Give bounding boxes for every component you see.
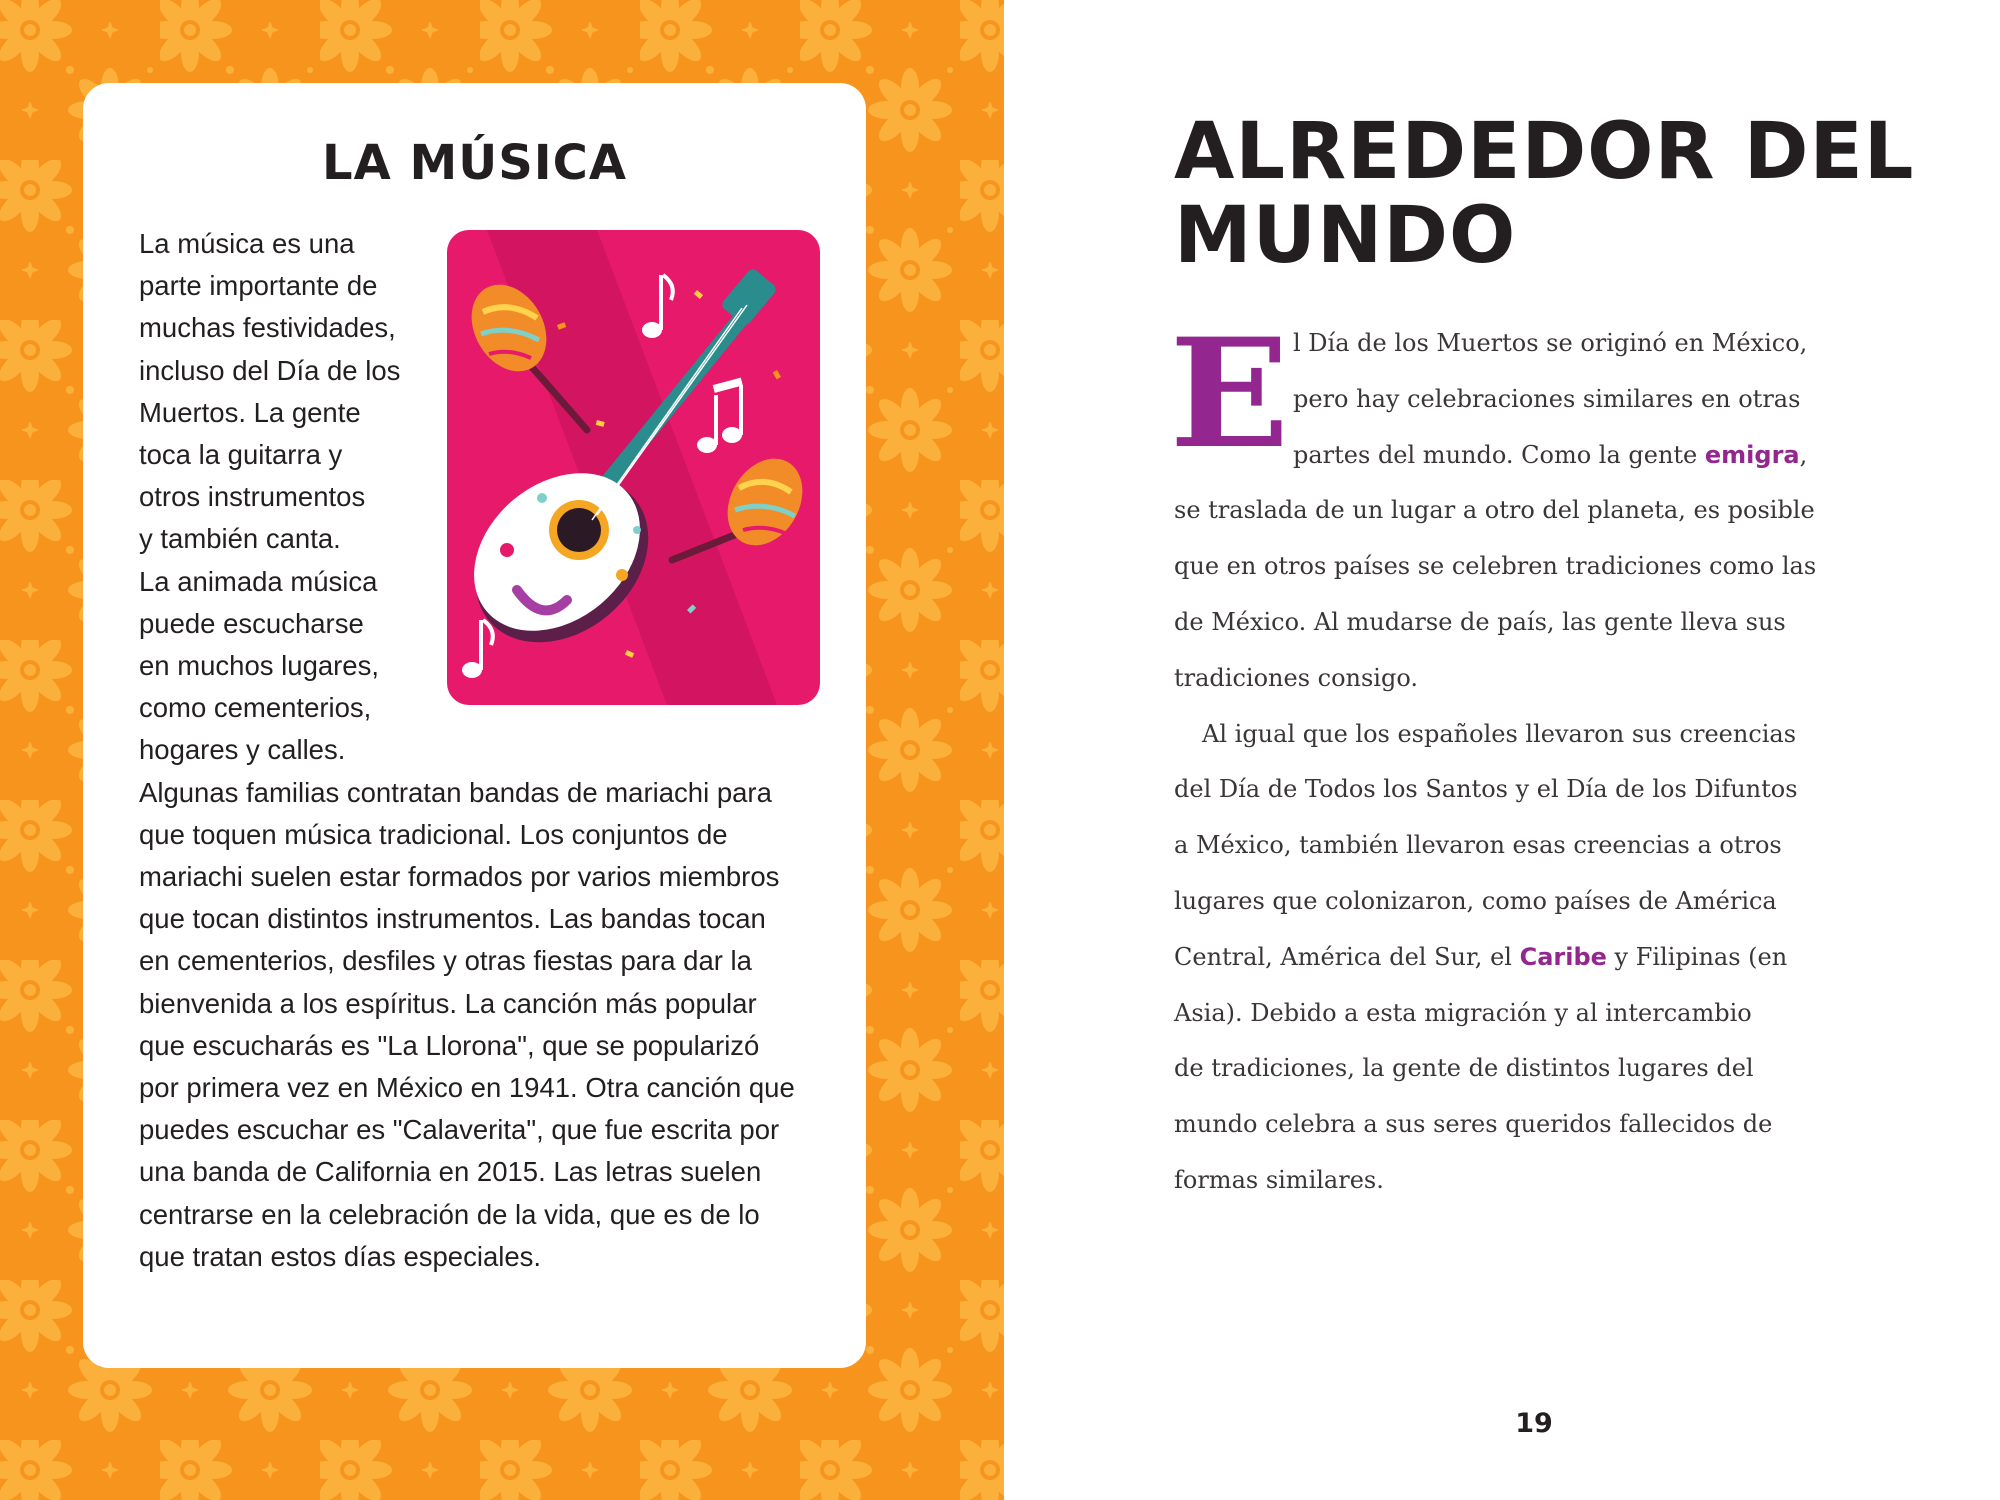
glossary-term[interactable]: Caribe xyxy=(1519,942,1607,971)
text-line: pero hay celebraciones similares en otras xyxy=(1293,384,1801,413)
text-run: Central, América del Sur, el xyxy=(1174,942,1520,971)
text-line: muchas festividades, xyxy=(139,312,396,344)
text-line: se traslada de un lugar a otro del planeta, es posible xyxy=(1174,496,1815,525)
page-number: 19 xyxy=(1515,1408,1553,1439)
text-line: por primera vez en México en 1941. Otra canción que xyxy=(139,1072,795,1104)
text-line: del Día de Todos los Santos y el Día de los Difuntos xyxy=(1174,775,1798,804)
text-line: mariachi suelen estar formados por varios miembros xyxy=(139,861,780,893)
text-line: La música es una xyxy=(139,228,355,259)
text-line xyxy=(1174,930,1894,986)
text-line: de México. Al mudarse de país, las gente lleva sus xyxy=(1174,607,1786,636)
text-line xyxy=(1174,428,1894,484)
text-line: Algunas familias contratan bandas de mariachi para xyxy=(139,776,772,808)
text-line: formas similares. xyxy=(1174,1165,1384,1194)
drop-cap: E xyxy=(1169,306,1290,482)
text-line: una banda de California en 2015. Las letras suelen xyxy=(139,1156,762,1188)
text-line: en muchos lugares, xyxy=(139,650,379,682)
text-line: otros instrumentos xyxy=(139,481,366,513)
text-line: a México, también llevaron esas creencias a otros xyxy=(1174,831,1782,860)
text-run: y Filipinas (en xyxy=(1606,942,1788,971)
text-line: que tocan distintos instrumentos. Las bandas tocan xyxy=(139,903,766,935)
text-run: partes del mundo. Como la gente xyxy=(1293,440,1705,469)
body-text xyxy=(1174,316,1894,1209)
card-title: LA MÚSICA xyxy=(322,135,627,191)
heading-line: MUNDO xyxy=(1174,191,1517,281)
text-line: lugares que colonizaron, como países de América xyxy=(1174,886,1777,915)
text-line: que toquen música tradicional. Los conjuntos de xyxy=(139,818,728,850)
text-line: hogares y calles. xyxy=(139,734,346,766)
page-heading xyxy=(1174,107,1915,281)
text-run: , xyxy=(1799,440,1808,469)
text-line: que escucharás es "La Llorona", que se popularizó xyxy=(139,1029,760,1061)
text-line: y también canta. xyxy=(139,523,341,555)
text-line: Muertos. La gente xyxy=(139,396,361,428)
glossary-term[interactable]: emigra xyxy=(1704,440,1800,469)
text-line: incluso del Día de los xyxy=(139,354,401,386)
text-line: tradiciones consigo. xyxy=(1174,663,1418,692)
guitar-illustration xyxy=(447,230,820,705)
text-line: Al igual que los españoles llevaron sus creencias xyxy=(1202,719,1797,748)
text-line: Asia). Debido a esta migración y al intercambio xyxy=(1174,998,1752,1027)
text-line: l Día de los Muertos se originó en México, xyxy=(1293,329,1808,357)
text-line: de tradiciones, la gente de distintos lugares del xyxy=(1174,1054,1754,1083)
text-line: toca la guitarra y xyxy=(139,439,343,471)
right-page xyxy=(1004,0,2000,1500)
text-line: centrarse en la celebración de la vida, que es de lo xyxy=(139,1198,760,1230)
text-line: que en otros países se celebren tradiciones como las xyxy=(1174,552,1817,581)
text-line: en cementerios, desfiles y otras fiestas para dar la xyxy=(139,945,752,977)
text-line: parte importante de xyxy=(139,270,378,302)
text-line: puedes escuchar es "Calaverita", que fue escrita por xyxy=(139,1114,780,1146)
text-line: como cementerios, xyxy=(139,692,372,724)
heading-line: ALREDEDOR DEL xyxy=(1174,107,1915,197)
text-line: La animada música xyxy=(139,565,378,597)
text-line: puede escucharse xyxy=(139,607,364,639)
text-line: que tratan estos días especiales. xyxy=(139,1240,542,1272)
text-line: mundo celebra a sus seres queridos fallecidos de xyxy=(1174,1110,1773,1139)
text-line: bienvenida a los espíritus. La canción más popular xyxy=(139,987,757,1019)
